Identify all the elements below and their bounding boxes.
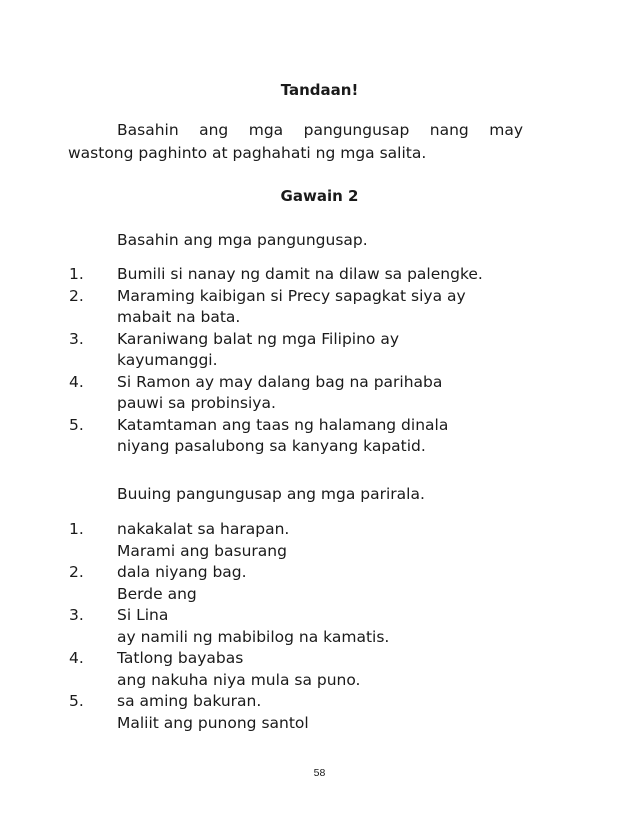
tandaan-line-1: Basahin ang mga pangungusap nang may <box>117 121 523 139</box>
item-text: Si Lina <box>117 606 169 624</box>
item-number: 2. <box>69 563 84 581</box>
item-text: Karaniwang balat ng mga Filipino ay <box>117 329 400 348</box>
item-text: sa aming bakuran. <box>117 692 262 710</box>
item-text-continued: mabait na bata. <box>117 308 241 326</box>
list-item <box>0 562 639 605</box>
item-number: 5. <box>69 415 84 434</box>
gawain-heading: Gawain 2 <box>280 187 359 205</box>
gawain-instruction: Basahin ang mga pangungusap. <box>117 231 368 249</box>
item-text: Si Ramon ay may dalang bag na parihaba <box>117 372 443 391</box>
item-text: dala niyang bag. <box>117 563 247 581</box>
item-text: nakakalat sa harapan. <box>117 520 290 538</box>
list-item <box>0 415 639 458</box>
list-item <box>0 648 639 691</box>
item-number: 1. <box>69 520 84 538</box>
item-number: 4. <box>69 372 84 391</box>
item-number: 5. <box>69 692 84 710</box>
item-text: Bumili si nanay ng damit na dilaw sa palengke. <box>117 265 483 283</box>
item-text: Katamtaman ang taas ng halamang dinala <box>117 415 449 434</box>
list-item <box>0 519 639 562</box>
list-item <box>0 605 639 648</box>
tandaan-line-2: wastong paghinto at paghahati ng mga salita. <box>68 144 427 162</box>
item-text-continued: ay namili ng mabibilog na kamatis. <box>117 627 390 646</box>
item-text-continued: niyang pasalubong sa kanyang kapatid. <box>117 437 426 455</box>
item-text-continued: ang nakuha niya mula sa puno. <box>117 670 361 689</box>
list-item <box>0 372 639 415</box>
item-text-continued: Marami ang basurang <box>117 541 287 560</box>
list-item <box>0 691 639 734</box>
phrase-list <box>0 519 639 734</box>
phrases-instruction: Buuing pangungusap ang mga parirala. <box>117 485 425 503</box>
item-number: 1. <box>69 265 84 283</box>
page-number: 58 <box>313 767 326 779</box>
item-text: Tatlong bayabas <box>117 649 244 667</box>
sentence-list <box>0 264 639 458</box>
tandaan-paragraph <box>68 119 523 165</box>
item-number: 2. <box>69 286 84 305</box>
item-text-continued: kayumanggi. <box>117 351 218 369</box>
tandaan-heading: Tandaan! <box>280 81 359 99</box>
item-text-continued: Maliit ang punong santol <box>117 713 309 732</box>
list-item <box>0 264 639 286</box>
item-number: 3. <box>69 329 84 348</box>
item-text: Maraming kaibigan si Precy sapagkat siya ay <box>117 286 466 305</box>
item-text-continued: pauwi sa probinsiya. <box>117 394 276 412</box>
item-number: 4. <box>69 649 84 667</box>
item-text-continued: Berde ang <box>117 584 197 603</box>
list-item <box>0 329 639 372</box>
item-number: 3. <box>69 606 84 624</box>
list-item <box>0 286 639 329</box>
